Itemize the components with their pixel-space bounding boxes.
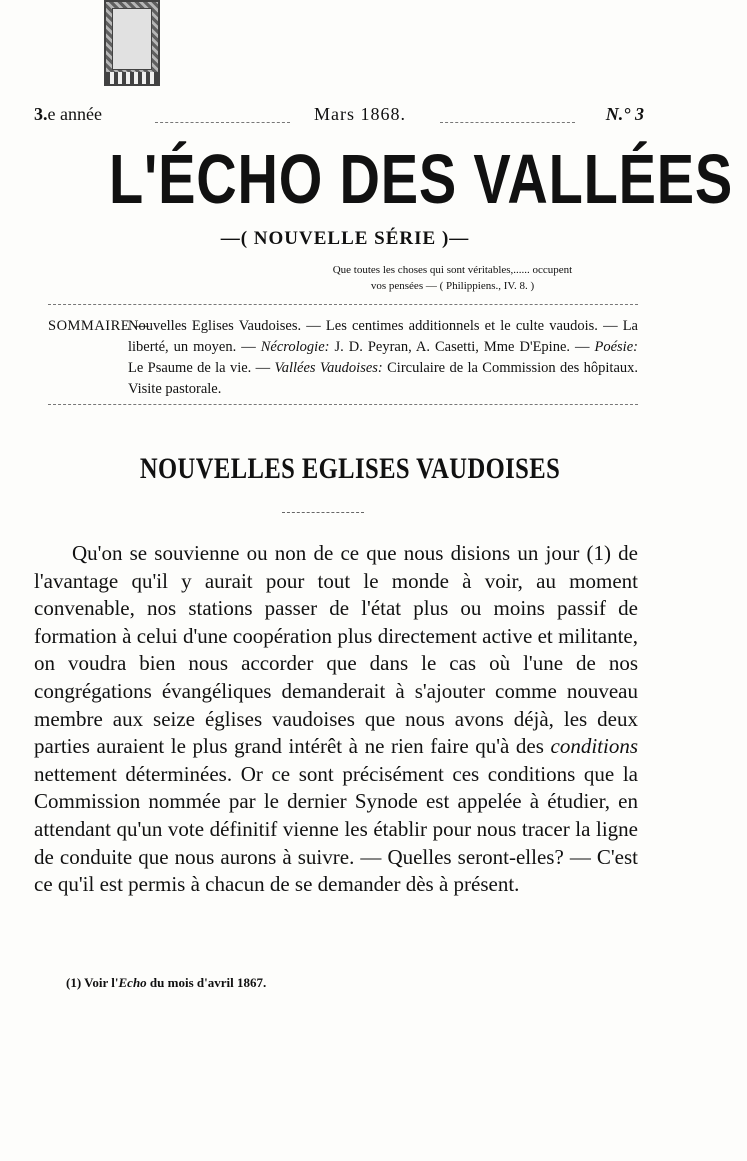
- article-title: NOUVELLES EGLISES VAUDOISES: [139, 452, 561, 485]
- summary-block: [48, 316, 638, 400]
- article-body: [34, 540, 638, 899]
- summary-label: SOMMAIRE —: [48, 318, 150, 334]
- summary-vallees-label: Vallées Vaudoises:: [274, 360, 383, 376]
- motto-line: vos pensées — ( Philippiens., IV. 8. ): [370, 280, 535, 292]
- masthead-motto: [260, 262, 645, 294]
- summary-text: Nouvelles Eglises Vaudoises. — Les centimes additionnels et le culte vaudois. — La liberté, un moyen. — Nécrologie: J. D. Peyran, A. Casetti, Mme D'Epine. — Poésie: Le Psaume de la vie. — Vallées Vaudoises: Circulaire de la Commission des hôpitaux. Visite pastorale.: [128, 318, 639, 397]
- stamp-image: [112, 8, 152, 70]
- footnote: (1) Voir l'Echo du mois d'avril 1867.: [66, 975, 267, 990]
- motto-line: Que toutes les choses qui sont véritables,...... occupent: [332, 264, 573, 276]
- issue-meta-row: [34, 104, 644, 130]
- masthead-title: L'ÉCHO DES VALLÉES: [109, 140, 734, 218]
- summary-poesie-label: Poésie:: [594, 339, 638, 355]
- title-rule: [282, 512, 364, 513]
- postage-stamp: [104, 0, 160, 86]
- masthead-subtitle: —( NOUVELLE SÉRIE )—: [220, 228, 470, 249]
- issue-date: Mars 1868.: [314, 104, 406, 124]
- stamp-border: [106, 72, 158, 84]
- summary-rule-bottom: [48, 404, 638, 405]
- emphasis-text: conditions: [550, 734, 638, 759]
- year-label: 3.e année: [34, 104, 102, 124]
- summary-necrologie-label: Nécrologie:: [260, 339, 330, 355]
- meta-rule-right: [440, 122, 575, 123]
- meta-rule-left: [155, 122, 290, 123]
- article-paragraph: Qu'on se souvienne ou non de ce que nous disions un jour (1) de l'avantage qu'il y aurait pour tout le monde à voir, au moment convenable, nos stations passer de l'état plus ou moins passif de formation à celui d'une coopération plus directement active et militante, on voudra bien nous accorder que dans le cas où l'une de nos congrégations évangéliques demanderait à s'ajouter comme nouveau membre aux seize églises vaudoises que nous avons déjà, les deux parties auraient le plus grand intérêt à ne rien faire qu'à des conditions nettement déterminées. Or ce sont précisément ces conditions que la Commission nommée par le dernier Synode est appelée à étudier, en attendant qu'un vote définitif vienne les établir pour nous tracer la ligne de conduite que nous aurons à suivre. — Quelles seront-elles? — C'est ce qu'il est permis à chacun de se demander dès à présent.: [34, 541, 638, 897]
- issue-number: N.° 3: [605, 104, 644, 124]
- summary-rule-top: [48, 304, 638, 305]
